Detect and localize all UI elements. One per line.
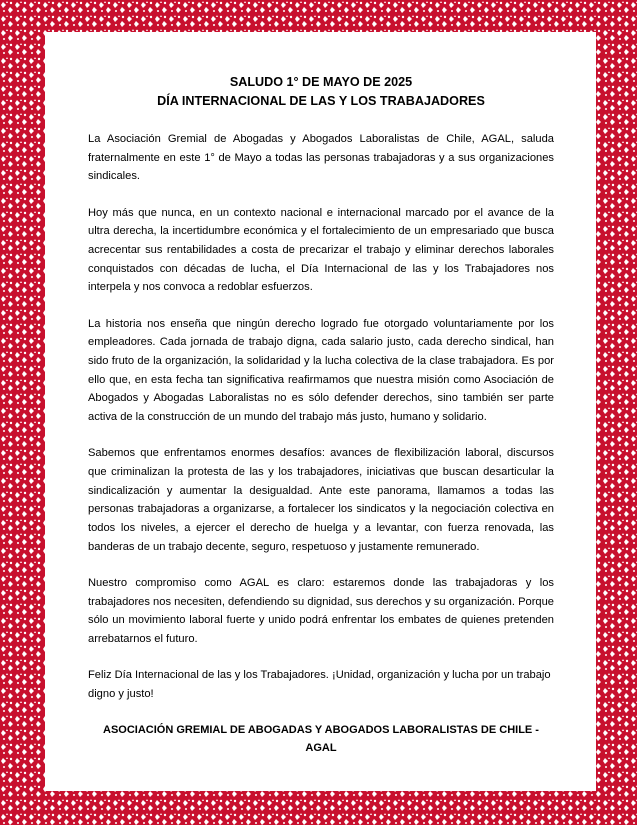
paragraph-1: La Asociación Gremial de Abogadas y Abogados Laboralistas de Chile, AGAL, saluda fraternalmente en este 1° de Mayo a todas las personas trabajadoras y a sus organizaciones sindicales. <box>88 133 554 183</box>
paragraph-3: La historia nos enseña que ningún derecho logrado fue otorgado voluntariamente por los empleadores. Cada jornada de trabajo digna, cada salario justo, cada derecho sindical, han sido fruto de la organización, la solidaridad y la lucha colectiva de la clase trabajadora. Es por ello que, en esta fecha tan significativa reafirmamos que nuestra misión como Asociación de Abogados y Abogadas Laboralistas no es sólo defender derechos, sino también ser parte activa de la construcción de un mundo del trabajo más justo, humano y solidario. <box>88 317 554 424</box>
letter-body <box>88 73 554 757</box>
signature: ASOCIACIÓN GREMIAL DE ABOGADAS Y ABOGADOS LABORALISTAS DE CHILE - AGAL <box>103 724 539 755</box>
paragraph-4: Sabemos que enfrentamos enormes desafíos: avances de flexibilización laboral, discursos que criminalizan la protesta de las y los trabajadores, iniciativas que buscan desarticular la sindicalización y aumentar la desigualdad. Ante este panorama, llamamos a todas las personas trabajadoras a organizarse, a fortalecer los sindicatos y la negociación colectiva en todos los niveles, a ejercer el derecho de huelga y a levantar, con fuerza renovada, las banderas de un trabajo decente, seguro, respetuoso y justamente remunerado. <box>88 447 554 553</box>
title-line-1: SALUDO 1° DE MAYO DE 2025 <box>229 75 413 89</box>
paragraph-2: Hoy más que nunca, en un contexto nacional e internacional marcado por el avance de la ultra derecha, la incertidumbre económica y el fortalecimiento de un empresariado que busca acrecentar sus rentabilidades a costa de precarizar el trabajo y eliminar derechos laborales conquistados con décadas de lucha, el Día Internacional de las y los Trabajadores nos interpela y nos convoca a redoblar esfuerzos. <box>88 206 554 294</box>
paragraph-6: Feliz Día Internacional de las y los Trabajadores. ¡Unidad, organización y lucha por un trabajo digno y justo! <box>88 669 551 701</box>
title-line-2: DÍA INTERNACIONAL DE LAS Y LOS TRABAJADORES <box>157 94 485 108</box>
paragraph-5: Nuestro compromiso como AGAL es claro: estaremos donde las trabajadoras y los trabajadores nos necesiten, defendiendo su dignidad, sus derechos y su organización. Porque sólo un movimiento laboral fuerte y unido podrá enfrentar los embates de quienes pretenden arrebatarnos el futuro. <box>88 577 554 646</box>
title-block <box>88 73 554 111</box>
